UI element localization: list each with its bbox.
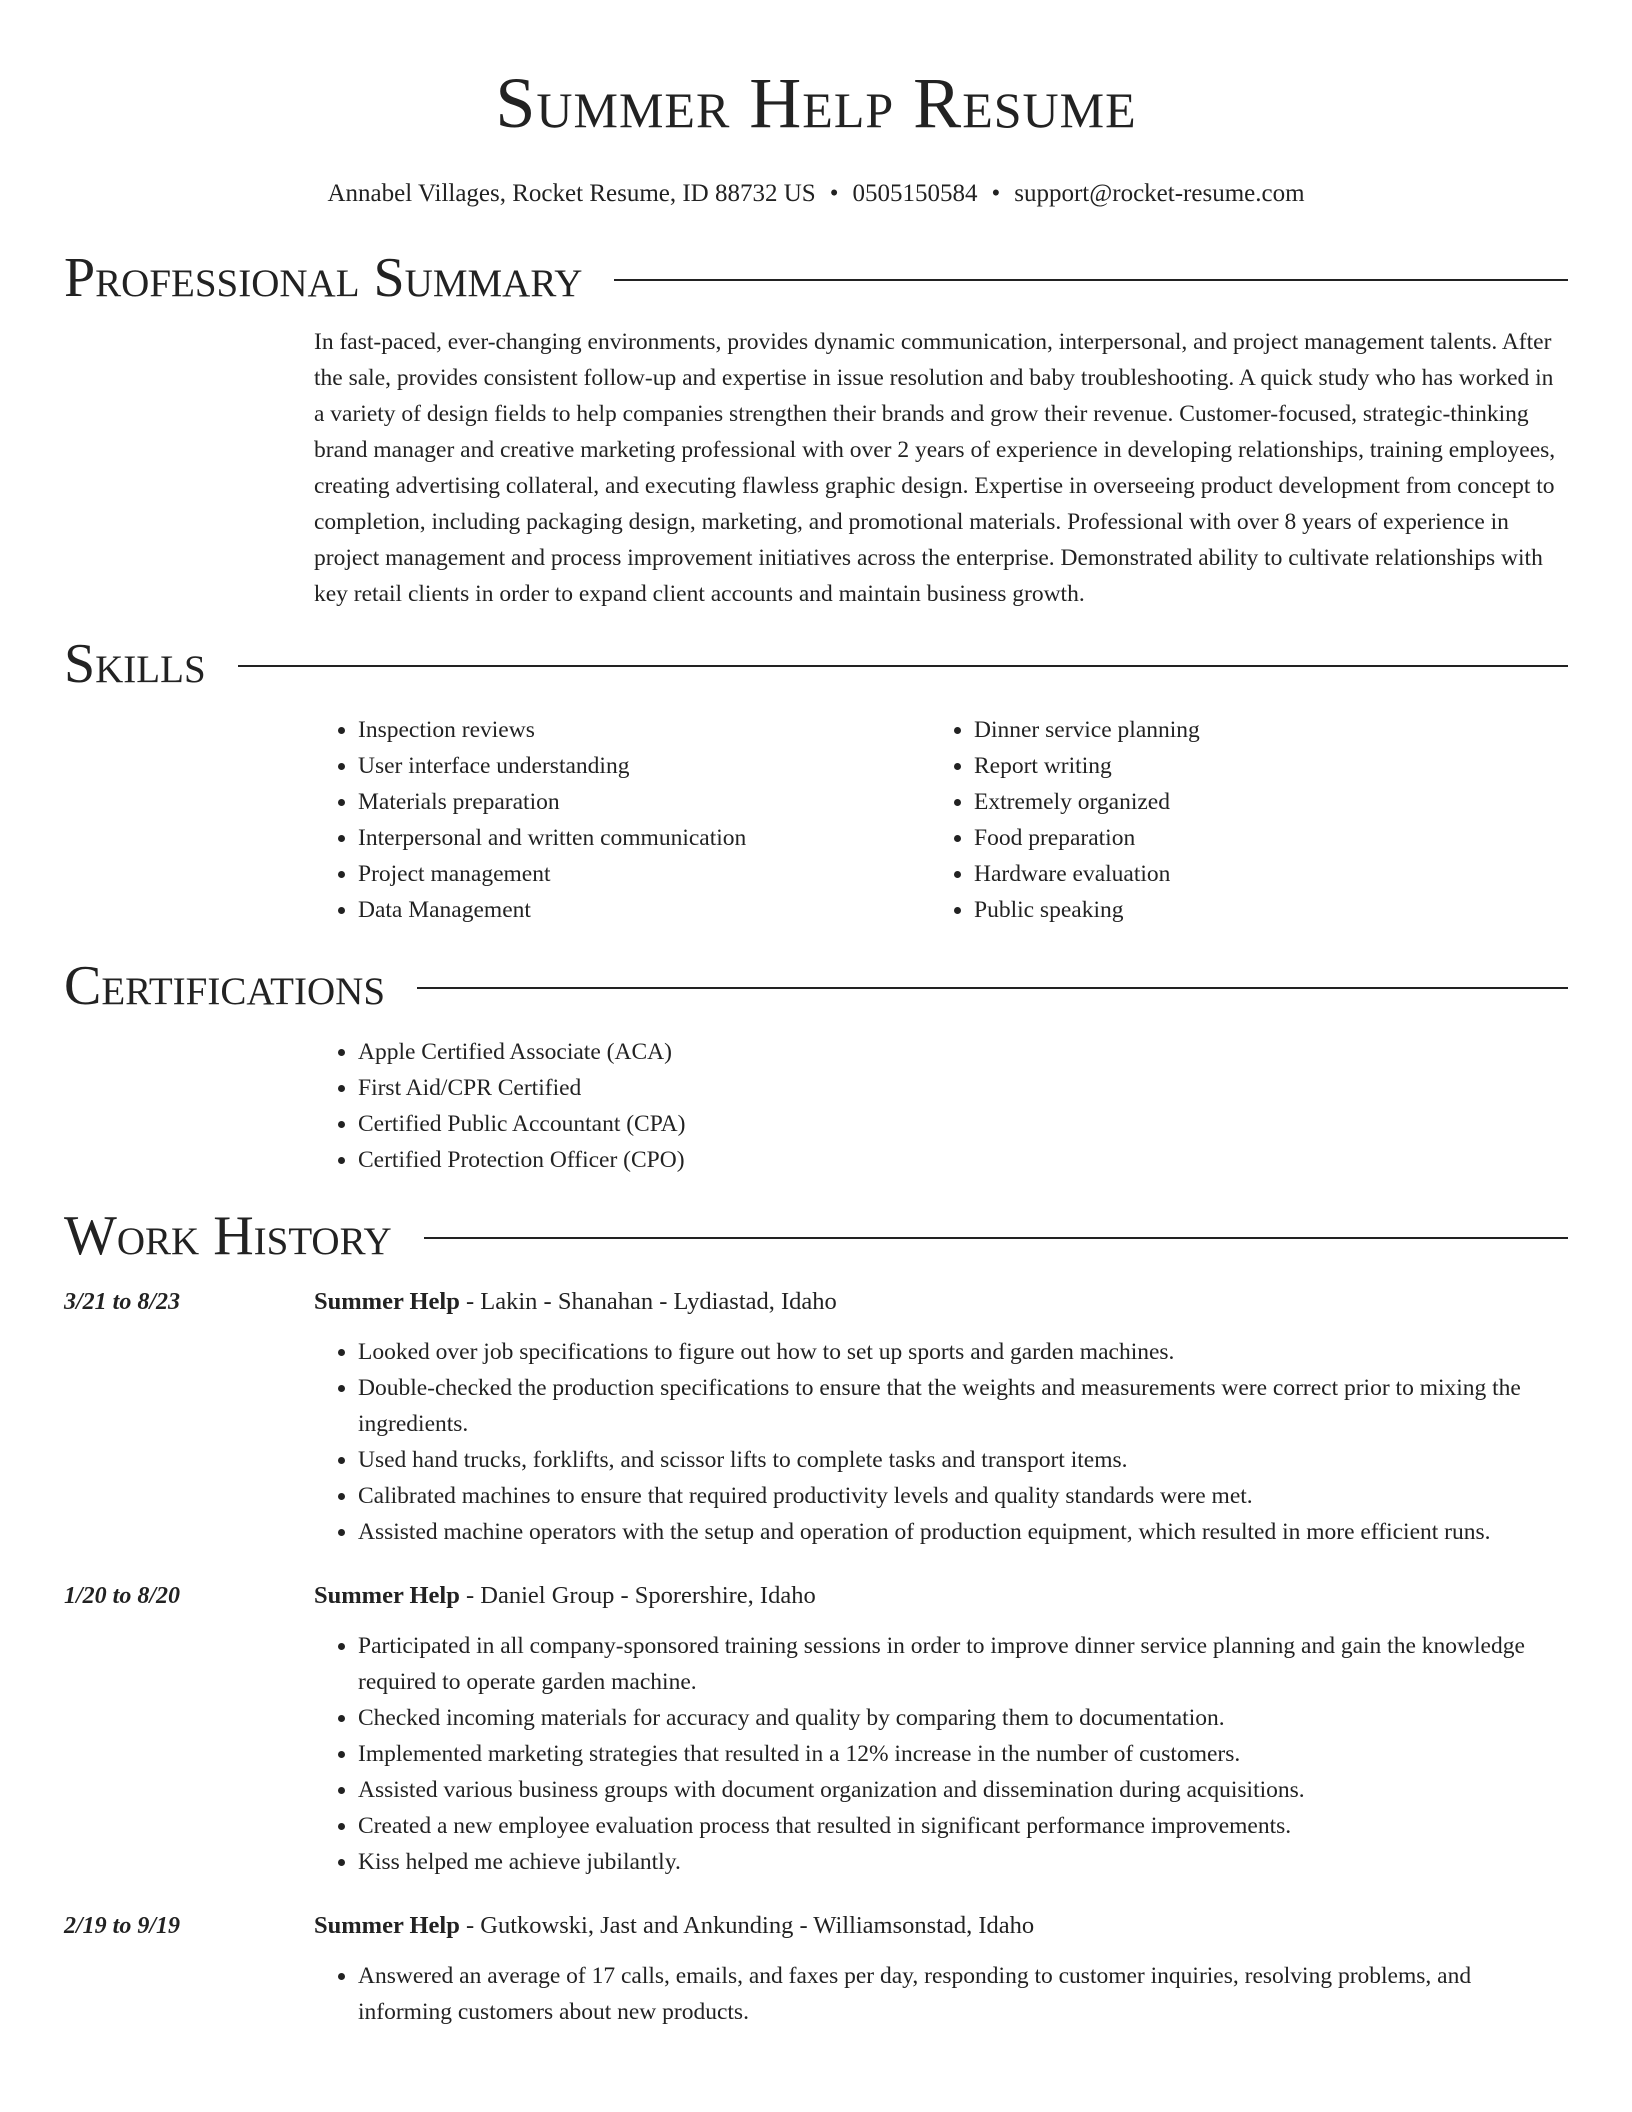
job-details: [314, 1908, 1568, 2030]
job-role: Summer Help: [314, 1582, 460, 1609]
job-title-line: [314, 1284, 1568, 1320]
job-entry: [64, 1908, 1568, 2030]
skill-item: • Dinner service planning: [974, 712, 1546, 748]
job-bullet: • Implemented marketing strategies that resulted in a 12% increase in the number of customers.: [358, 1736, 1568, 1772]
job-dates: 2/19 to 9/19: [64, 1913, 181, 1939]
section-divider: [614, 279, 1568, 281]
job-bullets: [314, 1958, 1568, 2030]
section-divider: [417, 987, 1568, 989]
job-role: Summer Help: [314, 1288, 460, 1315]
skill-item: • Report writing: [974, 748, 1546, 784]
job-employer: - Gutkowski, Jast and Ankunding - Williamsonstad, Idaho: [459, 1912, 1035, 1939]
work-history-list: [64, 1284, 1568, 2030]
skills-heading-label: Skills: [64, 633, 206, 695]
job-role: Summer Help: [314, 1912, 460, 1939]
certification-item: • Apple Certified Associate (ACA): [358, 1034, 1568, 1070]
summary-text: In fast-paced, ever-changing environments, provides dynamic communication, interpersonal, and project management talents. After the sale, provides consistent follow-up and expertise in issue resolution and baby troubleshooting. A quick study who has worked in a variety of design fields to help companies strengthen their brands and grow their revenue. Customer-focused, strategic-thinking brand manager and creative marketing professional with over 2 years of experience in developing relationships, training employees, creating advertising collateral, and executing flawless graphic design. Expertise in overseeing product development from concept to completion, including packaging design, marketing, and promotional materials. Professional with over 8 years of experience in project management and process improvement initiatives across the enterprise. Demonstrated ability to cultivate relationships with key retail clients in order to expand client accounts and maintain business growth.: [314, 329, 1556, 607]
job-bullet: • Created a new employee evaluation process that resulted in significant performance improvements.: [358, 1808, 1568, 1844]
contact-email[interactable]: support@rocket-resume.com: [1014, 180, 1305, 207]
job-entry: [64, 1578, 1568, 1880]
skills-column-left: [314, 712, 930, 928]
resume-title: Summer Help Resume: [495, 63, 1137, 143]
certifications-heading: [64, 954, 1568, 1018]
job-entry: [64, 1284, 1568, 1550]
job-title-line: [314, 1908, 1568, 1944]
skill-item: • User interface understanding: [358, 748, 930, 784]
job-bullet: • Used hand trucks, forklifts, and scissor lifts to complete tasks and transport items.: [358, 1442, 1568, 1478]
job-details: [314, 1284, 1568, 1550]
contact-separator: •: [991, 180, 1001, 207]
skills-list: [314, 712, 1568, 928]
skill-item: • Materials preparation: [358, 784, 930, 820]
skill-item: • Project management: [358, 856, 930, 892]
certification-item: • Certified Public Accountant (CPA): [358, 1106, 1568, 1142]
skills-column-right: [930, 712, 1546, 928]
contact-address: Annabel Villages, Rocket Resume, ID 88732 US: [327, 180, 816, 207]
certification-item: • First Aid/CPR Certified: [358, 1070, 1568, 1106]
job-employer: - Lakin - Shanahan - Lydiastad, Idaho: [459, 1288, 837, 1315]
section-divider: [424, 1237, 1568, 1239]
section-divider: [238, 665, 1568, 667]
job-bullet: • Kiss helped me achieve jubilantly.: [358, 1844, 1568, 1880]
skill-item: • Inspection reviews: [358, 712, 930, 748]
job-bullet: • Participated in all company-sponsored training sessions in order to improve dinner service planning and gain the knowledge required to operate garden machine.: [358, 1628, 1568, 1700]
job-bullet: • Checked incoming materials for accuracy and quality by comparing them to documentation.: [358, 1700, 1568, 1736]
job-dates: 1/20 to 8/20: [64, 1583, 181, 1609]
contact-line: [64, 178, 1568, 210]
skills-heading: [64, 632, 1568, 696]
contact-separator: •: [829, 180, 839, 207]
summary-heading: [64, 246, 1568, 310]
skill-item: • Food preparation: [974, 820, 1546, 856]
certification-item: • Certified Protection Officer (CPO): [358, 1142, 1568, 1178]
job-bullets: [314, 1334, 1568, 1550]
certifications-section: [64, 954, 1568, 1178]
job-employer: - Daniel Group - Sporershire, Idaho: [459, 1582, 816, 1609]
skill-item: • Extremely organized: [974, 784, 1546, 820]
summary-heading-label: Professional Summary: [64, 247, 583, 309]
job-title-line: [314, 1578, 1568, 1614]
work-history-heading: [64, 1204, 1568, 1268]
job-details: [314, 1578, 1568, 1880]
certifications-heading-label: Certifications: [64, 955, 386, 1017]
job-bullet: • Answered an average of 17 calls, emails, and faxes per day, responding to customer inquiries, resolving problems, and informing customers about new products.: [358, 1958, 1568, 2030]
job-bullet: • Looked over job specifications to figure out how to set up sports and garden machines.: [358, 1334, 1568, 1370]
summary-section: [64, 246, 1568, 612]
certifications-list: [314, 1034, 1568, 1178]
job-dates: 3/21 to 8/23: [64, 1289, 181, 1315]
job-bullets: [314, 1628, 1568, 1880]
skill-item: • Hardware evaluation: [974, 856, 1546, 892]
work-history-heading-label: Work History: [64, 1205, 392, 1267]
skill-item: • Interpersonal and written communication: [358, 820, 930, 856]
skill-item: • Data Management: [358, 892, 930, 928]
contact-phone[interactable]: 0505150584: [852, 180, 978, 207]
job-bullet: • Double-checked the production specifications to ensure that the weights and measurements were correct prior to mixing the ingredients.: [358, 1370, 1568, 1442]
skills-section: [64, 632, 1568, 928]
job-bullet: • Assisted machine operators with the setup and operation of production equipment, which resulted in more efficient runs.: [358, 1514, 1568, 1550]
skill-item: • Public speaking: [974, 892, 1546, 928]
job-bullet: • Assisted various business groups with document organization and dissemination during acquisitions.: [358, 1772, 1568, 1808]
work-history-section: [64, 1204, 1568, 2030]
job-bullet: • Calibrated machines to ensure that required productivity levels and quality standards were met.: [358, 1478, 1568, 1514]
